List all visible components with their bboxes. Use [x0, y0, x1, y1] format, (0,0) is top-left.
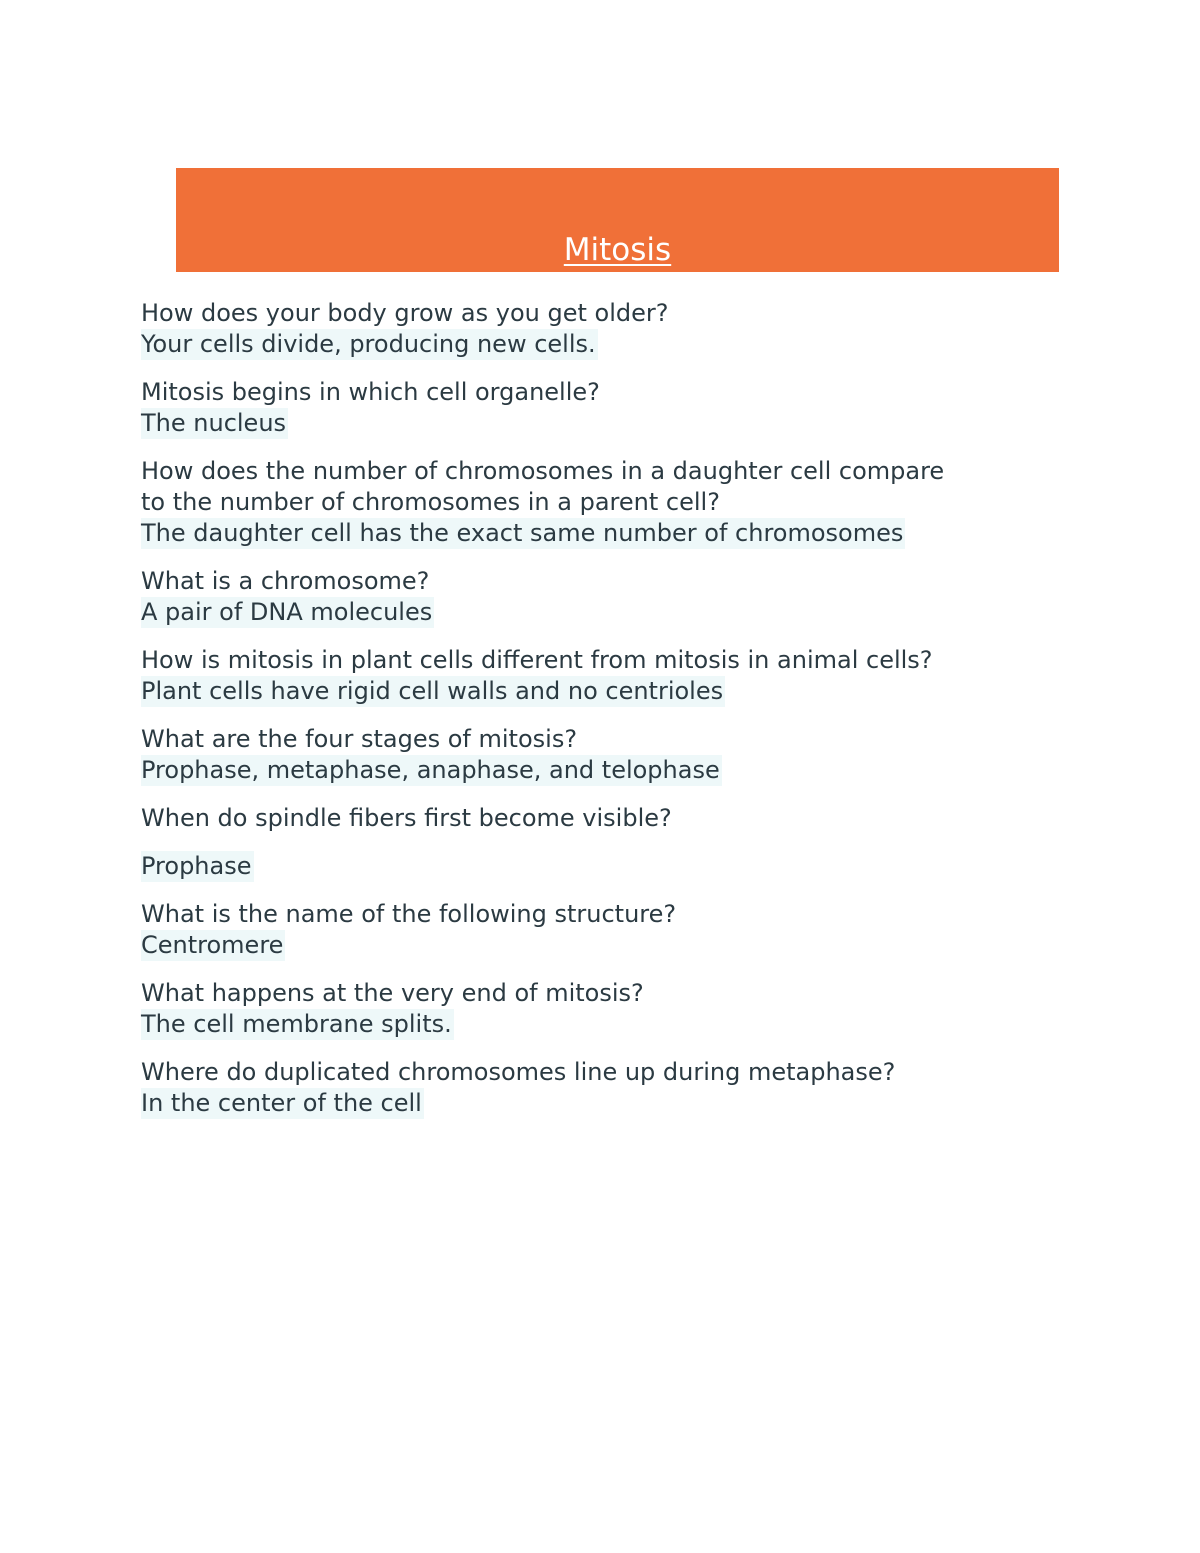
answer-text: Centromere	[141, 931, 284, 959]
question-text: What happens at the very end of mitosis?	[141, 979, 644, 1007]
qa-item	[141, 377, 1041, 439]
qa-item	[141, 899, 1041, 961]
answer-text: Prophase	[141, 852, 252, 880]
qa-item	[141, 1057, 1041, 1119]
answer-text: In the center of the cell	[141, 1089, 422, 1117]
title-banner	[176, 168, 1059, 272]
question-text: Mitosis begins in which cell organelle?	[141, 378, 600, 406]
question-text: What is the name of the following structure?	[141, 900, 677, 928]
question-text: How is mitosis in plant cells different from mitosis in animal cells?	[141, 646, 933, 674]
answer-text: Plant cells have rigid cell walls and no centrioles	[141, 677, 724, 705]
answer-text: A pair of DNA molecules	[141, 598, 433, 626]
question-text: How does your body grow as you get older?	[141, 299, 669, 327]
qa-item	[141, 298, 1041, 360]
qa-item	[141, 645, 1041, 707]
qa-item	[141, 456, 1041, 549]
document-title: Mitosis	[563, 232, 672, 268]
question-text: What are the four stages of mitosis?	[141, 725, 578, 753]
answer-text: The nucleus	[141, 409, 287, 437]
answer-text: The cell membrane splits.	[141, 1010, 452, 1038]
qa-item	[141, 851, 1041, 882]
question-text: Where do duplicated chromosomes line up during metaphase?	[141, 1058, 896, 1086]
answer-text: Your cells divide, producing new cells.	[141, 330, 596, 358]
question-text: How does the number of chromosomes in a daughter cell compare	[141, 457, 945, 485]
qa-item	[141, 566, 1041, 628]
question-text: What is a chromosome?	[141, 567, 430, 595]
qa-item	[141, 724, 1041, 786]
question-text: to the number of chromosomes in a parent cell?	[141, 488, 720, 516]
qa-item	[141, 803, 1041, 834]
answer-text: The daughter cell has the exact same number of chromosomes	[141, 519, 904, 547]
question-text: When do spindle fibers first become visible?	[141, 804, 672, 832]
qa-item	[141, 978, 1041, 1040]
qa-list	[141, 298, 1041, 1136]
answer-text: Prophase, metaphase, anaphase, and telophase	[141, 756, 720, 784]
